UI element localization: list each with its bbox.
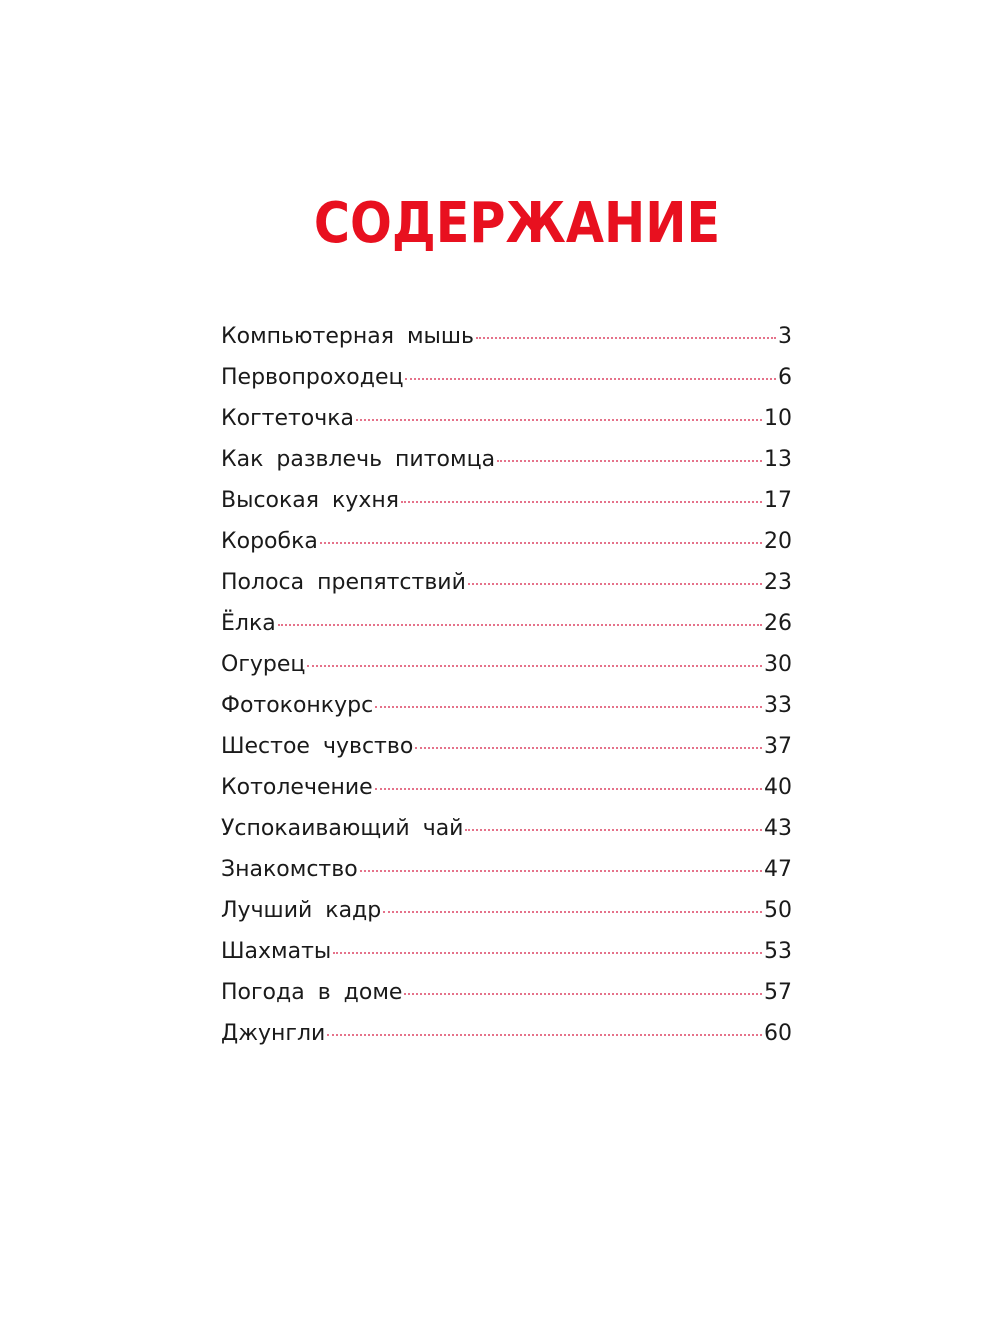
toc-entry-page: 3 bbox=[778, 324, 792, 349]
toc-entry[interactable] bbox=[221, 317, 792, 358]
toc-entry[interactable] bbox=[221, 973, 792, 1014]
toc-entry-title: Первопроходец bbox=[221, 365, 404, 390]
toc-entry-page: 40 bbox=[764, 775, 792, 800]
toc-entry-page: 60 bbox=[764, 1021, 792, 1046]
toc-entry-page: 10 bbox=[764, 406, 792, 431]
toc-entry-page: 57 bbox=[764, 980, 792, 1005]
dot-leader bbox=[356, 418, 762, 421]
toc-entry-title: Джунгли bbox=[221, 1021, 326, 1046]
dot-leader bbox=[375, 705, 762, 708]
toc-entry-title: Котолечение bbox=[221, 775, 373, 800]
table-of-contents bbox=[221, 317, 792, 1055]
toc-entry-page: 37 bbox=[764, 734, 792, 759]
page-title: СОДЕРЖАНИЕ bbox=[313, 191, 721, 256]
toc-entry-page: 50 bbox=[764, 898, 792, 923]
toc-entry-title: Фотоконкурс bbox=[221, 693, 374, 718]
dot-leader bbox=[465, 828, 762, 831]
toc-entry[interactable] bbox=[221, 522, 792, 563]
dot-leader bbox=[383, 910, 762, 913]
toc-entry-title: Высокая кухня bbox=[221, 488, 399, 513]
toc-entry[interactable] bbox=[221, 1014, 792, 1055]
dot-leader bbox=[375, 787, 762, 790]
toc-entry[interactable] bbox=[221, 604, 792, 645]
toc-entry-page: 20 bbox=[764, 529, 792, 554]
toc-entry[interactable] bbox=[221, 645, 792, 686]
toc-entry[interactable] bbox=[221, 768, 792, 809]
toc-entry-title: Знакомство bbox=[221, 857, 358, 882]
toc-entry-page: 33 bbox=[764, 693, 792, 718]
toc-entry[interactable] bbox=[221, 563, 792, 604]
toc-entry-page: 6 bbox=[778, 365, 792, 390]
dot-leader bbox=[401, 500, 762, 503]
toc-entry[interactable] bbox=[221, 440, 792, 481]
toc-entry-page: 53 bbox=[764, 939, 792, 964]
toc-entry[interactable] bbox=[221, 727, 792, 768]
dot-leader bbox=[476, 336, 776, 339]
toc-entry-title: Ёлка bbox=[221, 611, 276, 636]
dot-leader bbox=[415, 746, 762, 749]
toc-entry-page: 17 bbox=[764, 488, 792, 513]
dot-leader bbox=[278, 623, 762, 626]
toc-entry-title: Огурец bbox=[221, 652, 306, 677]
toc-entry-page: 30 bbox=[764, 652, 792, 677]
toc-entry-title: Как развлечь питомца bbox=[221, 447, 496, 472]
toc-entry[interactable] bbox=[221, 481, 792, 522]
toc-entry-title: Лучший кадр bbox=[221, 898, 382, 923]
dot-leader bbox=[404, 992, 762, 995]
toc-entry[interactable] bbox=[221, 399, 792, 440]
toc-entry[interactable] bbox=[221, 891, 792, 932]
toc-entry-page: 47 bbox=[764, 857, 792, 882]
toc-entry-title: Шахматы bbox=[221, 939, 332, 964]
dot-leader bbox=[360, 869, 762, 872]
toc-entry[interactable] bbox=[221, 850, 792, 891]
toc-entry[interactable] bbox=[221, 358, 792, 399]
toc-entry-title: Успокаивающий чай bbox=[221, 816, 464, 841]
dot-leader bbox=[307, 664, 762, 667]
toc-entry-title: Полоса препятствий bbox=[221, 570, 466, 595]
dot-leader bbox=[405, 377, 776, 380]
dot-leader bbox=[327, 1033, 762, 1036]
toc-entry-title: Компьютерная мышь bbox=[221, 324, 475, 349]
toc-entry[interactable] bbox=[221, 809, 792, 850]
toc-entry-page: 26 bbox=[764, 611, 792, 636]
toc-entry-page: 13 bbox=[764, 447, 792, 472]
dot-leader bbox=[497, 459, 762, 462]
dot-leader bbox=[320, 541, 762, 544]
dot-leader bbox=[468, 582, 762, 585]
toc-entry-page: 23 bbox=[764, 570, 792, 595]
toc-entry-title: Погода в доме bbox=[221, 980, 403, 1005]
toc-entry-page: 43 bbox=[764, 816, 792, 841]
dot-leader bbox=[333, 951, 762, 954]
toc-entry-title: Коробка bbox=[221, 529, 318, 554]
toc-entry-title: Когтеточка bbox=[221, 406, 355, 431]
toc-entry-title: Шестое чувство bbox=[221, 734, 414, 759]
toc-entry[interactable] bbox=[221, 686, 792, 727]
toc-entry[interactable] bbox=[221, 932, 792, 973]
